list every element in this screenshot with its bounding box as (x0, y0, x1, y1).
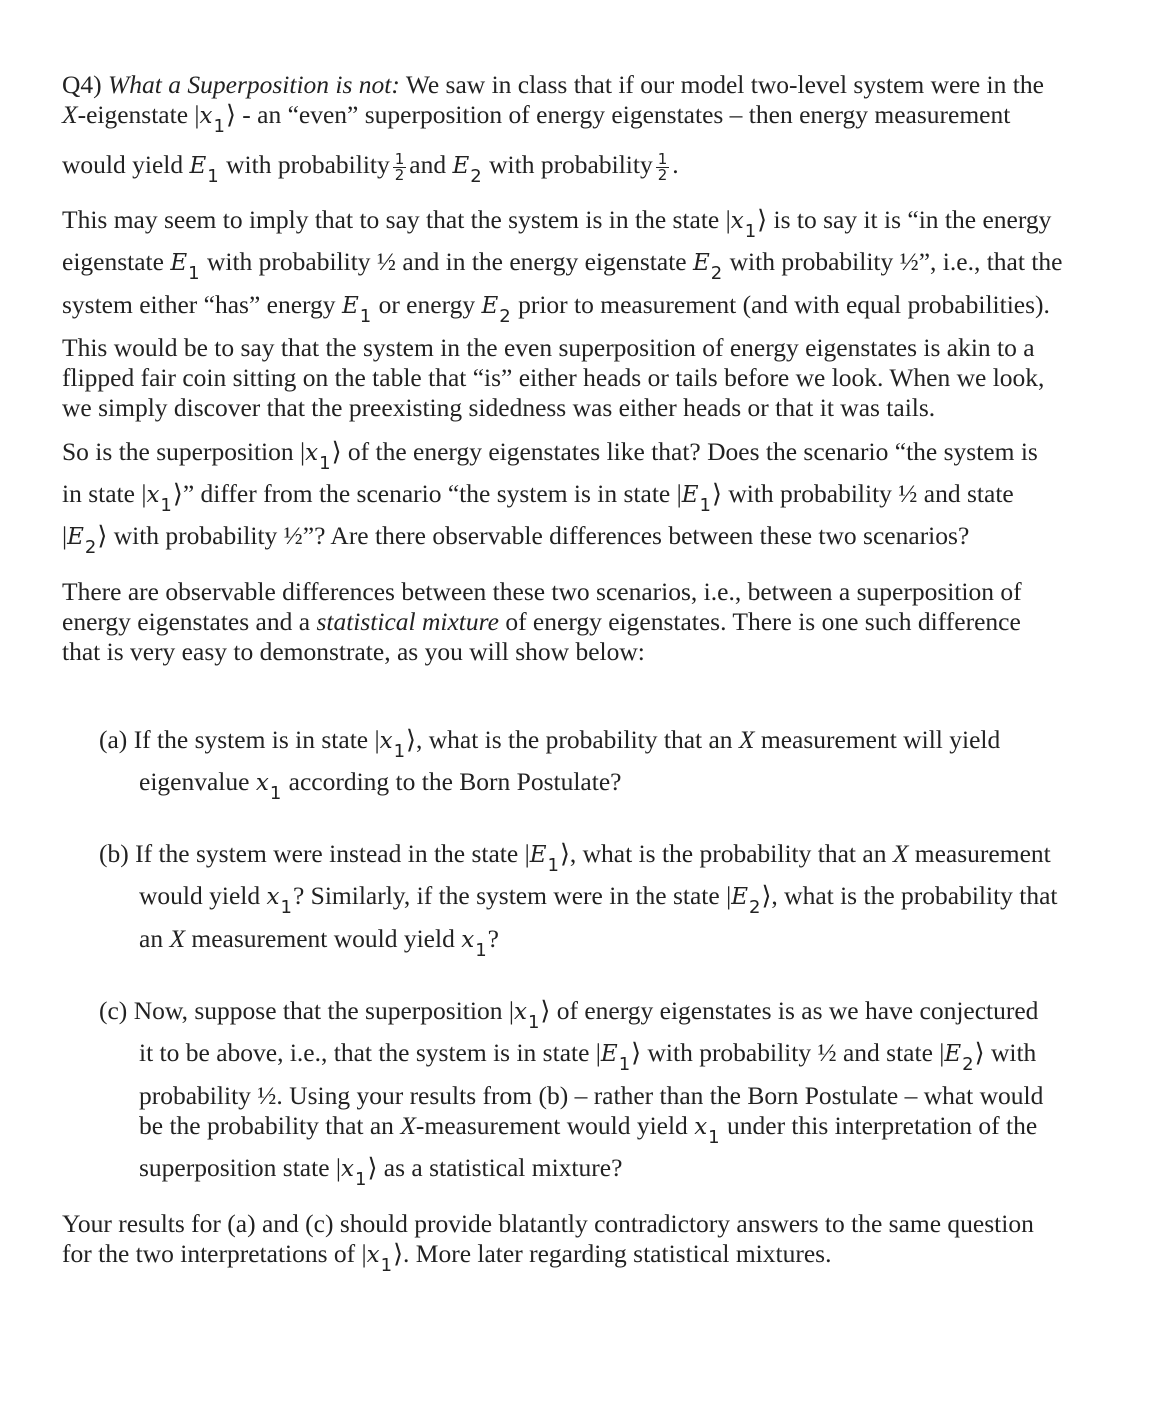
intro-text: -eigenstate (77, 100, 189, 129)
part-c-line-1: (c) Now, suppose that the superposition $|x_1⟩$ of energy eigenstates is as we have conjectured (99, 996, 1039, 1033)
ket-x1: $|x_1⟩$ (374, 725, 416, 762)
ket-x1: $|x_1⟩$ (335, 1153, 378, 1190)
ket-x1: $|x_1⟩$ (141, 479, 183, 516)
p2-line-3: system either “has” energy $E_1$ or energy $E_2$ prior to measurement (and with equal probabilities). (62, 290, 1050, 327)
intro-text: - an “even” superposition of energy eigenstates – then energy measurement (242, 100, 1011, 129)
energy-e2: $E_2$ (452, 153, 482, 187)
ket-x1: $|x_1⟩$ (508, 996, 551, 1033)
energy-e1: $E_1$ (170, 250, 200, 284)
intro-line-1 (62, 70, 1044, 100)
p3-line-2: in state $|x_1⟩$” differ from the scenario “the system is in state $|E_1⟩$ with probability ½ and state (62, 479, 1014, 516)
p2-line-5: flipped fair coin sitting on the table that “is” either heads or tails before we look. When we look, (62, 363, 1045, 392)
ket-x1: $|x_1⟩$ (725, 205, 768, 242)
eigenvalue-x1: $x_1$ (255, 770, 282, 804)
ket-e1: $|E_1⟩$ (595, 1038, 642, 1075)
x-operator: X (62, 100, 78, 129)
part-a-line-2: eigenvalue $x_1$ according to the Born Postulate? (139, 767, 622, 804)
p2-line-1: This may seem to imply that to say that the system is in the state $|x_1⟩$ is to say it is “in the energy (62, 205, 1052, 242)
eigenvalue-x1: $x_1$ (461, 927, 487, 961)
energy-e2: $E_2$ (693, 250, 723, 284)
part-label: (c) (99, 996, 128, 1025)
question-number: Q4) (62, 70, 102, 99)
p4-line-2: energy eigenstates and a statistical mixture of energy eigenstates. There is one such difference (62, 607, 1021, 636)
question-title: What a Superposition is not: (108, 70, 400, 99)
emphasis-statistical-mixture: statistical mixture (316, 607, 499, 636)
ket-e2: $|E_2⟩$ (939, 1038, 985, 1075)
energy-e1: $E_1$ (189, 153, 219, 187)
ket-e1: $|E_1⟩$ (676, 479, 722, 516)
part-b-line-1: (b) If the system were instead in the state $|E_1⟩$, what is the probability that an X measurement (99, 839, 1051, 876)
energy-e1: $E_1$ (341, 293, 372, 327)
ket-x1: $|x_1⟩$ (300, 437, 342, 474)
ket-x1: $|x_1⟩$ (361, 1239, 404, 1276)
eigenvalue-x1: $x_1$ (266, 884, 292, 918)
energy-e2: $E_2$ (481, 293, 511, 327)
part-label: (b) (99, 839, 129, 868)
ket-e2: $|E_2⟩$ (726, 881, 772, 918)
p4-line-3: that is very easy to demonstrate, as you will show below: (62, 637, 645, 666)
intro-line-3: would yield $E_1$ with probability $\frac{1}{2}$ and $E_2$ with probability $\frac{1}{2}$ . (62, 149, 679, 187)
part-c-line-4: be the probability that an X-measurement would yield $x_1$ under this interpretation of the (139, 1111, 1038, 1148)
part-c-line-2: it to be above, i.e., that the system is in state $|E_1⟩$ with probability ½ and state $|E_2⟩$ with (139, 1038, 1037, 1075)
intro-line-2 (62, 100, 1011, 137)
ket-e2: $|E_2⟩$ (62, 521, 108, 558)
p2-line-6: we simply discover that the preexisting sidedness was either heads or that it was tails. (62, 393, 936, 422)
part-c-line-5: superposition state $|x_1⟩$ as a statistical mixture? (139, 1153, 623, 1190)
p3-line-3: $|E_2⟩$ with probability ½”? Are there observable differences between these two scenarios? (62, 521, 970, 558)
p3-line-1: So is the superposition $|x_1⟩$ of the energy eigenstates like that? Does the scenario “the system is (62, 437, 1038, 474)
ket-e1: $|E_1⟩$ (524, 839, 570, 876)
fraction-half: $\frac{1}{2}$ (394, 149, 405, 184)
part-b-line-3: an X measurement would yield $x_1$? (139, 924, 499, 961)
ket-x1: $|x_1⟩$ (194, 100, 236, 137)
part-c-line-3: probability ½. Using your results from (b) – rather than the Born Postulate – what would (139, 1081, 1044, 1110)
p5-line-2: for the two interpretations of $|x_1⟩$. More later regarding statistical mixtures. (62, 1239, 832, 1276)
part-a-line-1: (a) If the system is in state $|x_1⟩$, what is the probability that an X measurement will yield (99, 725, 1001, 762)
p2-line-4: This would be to say that the system in the even superposition of energy eigenstates is akin to a (62, 333, 1035, 362)
p2-line-2: eigenstate $E_1$ with probability ½ and in the energy eigenstate $E_2$ with probability ½”, i.e., that the (62, 247, 1063, 284)
fraction-half: $\frac{1}{2}$ (657, 149, 668, 184)
eigenvalue-x1: $x_1$ (694, 1114, 720, 1148)
part-label: (a) (99, 725, 128, 754)
p5-line-1: Your results for (a) and (c) should provide blatantly contradictory answers to the same question (62, 1209, 1034, 1238)
p4-line-1: There are observable differences between these two scenarios, i.e., between a superposition of (62, 577, 1022, 606)
part-b-line-2: would yield $x_1$? Similarly, if the system were in the state $|E_2⟩$, what is the probability that (139, 881, 1058, 918)
intro-text: We saw in class that if our model two-level system were in the (405, 70, 1044, 99)
